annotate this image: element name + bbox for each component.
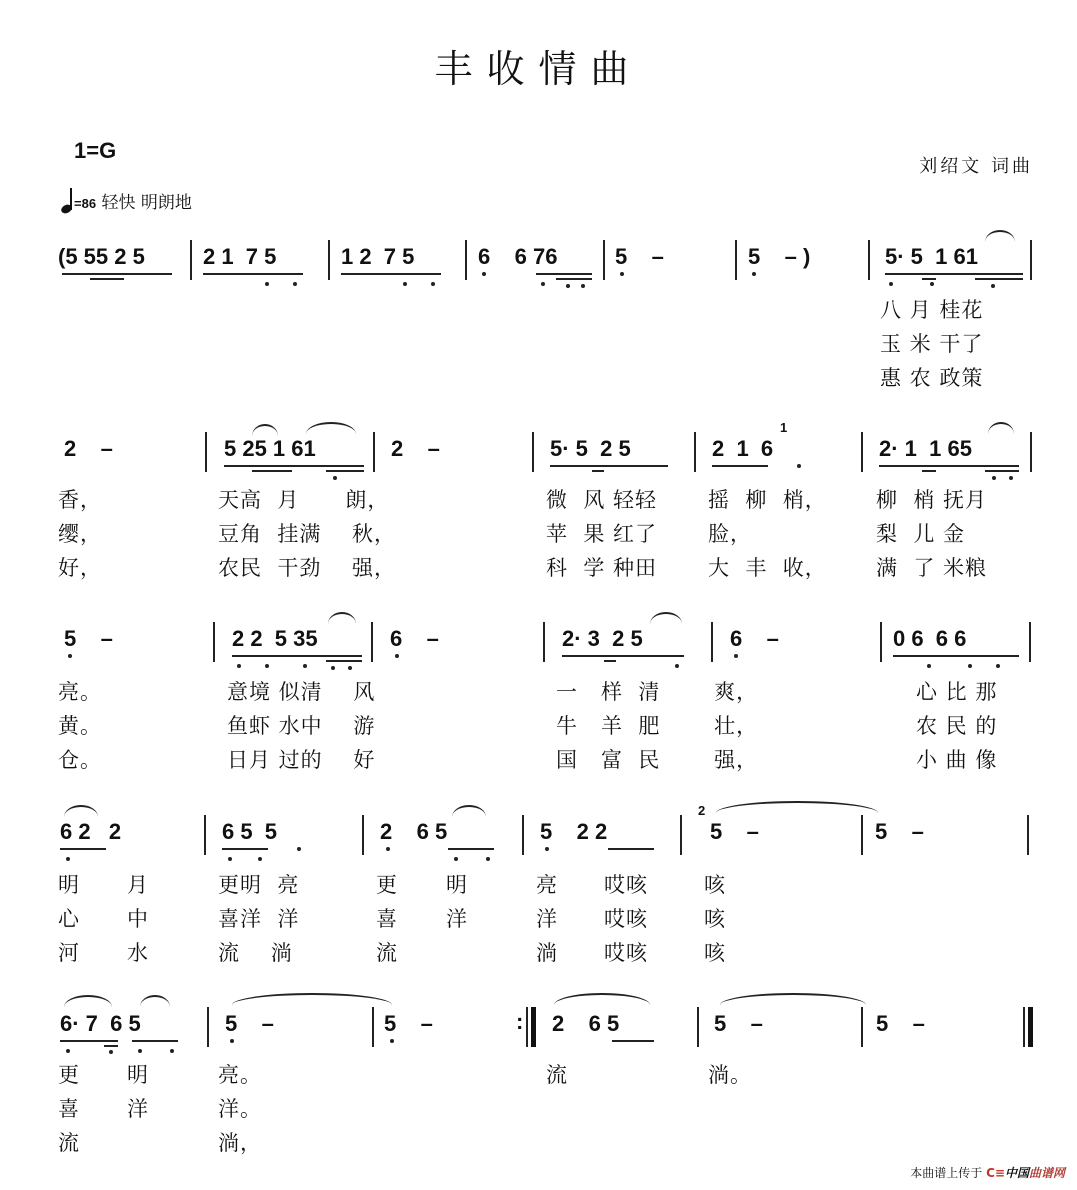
- measure: 0 6 6 6: [893, 626, 967, 651]
- lyric: 流: [376, 941, 398, 965]
- lyric: 大 丰 收，: [708, 556, 827, 580]
- composer-credit: 刘绍文 词曲: [919, 156, 1033, 177]
- lyric: 亮。: [218, 1063, 262, 1087]
- lyric: 淌。: [708, 1063, 752, 1087]
- lyric: 亮。: [58, 680, 102, 704]
- barline: [532, 432, 534, 472]
- measure: 2 6 5: [552, 1011, 620, 1036]
- barline: [328, 240, 330, 280]
- measure: (5 55 2 5: [58, 244, 145, 269]
- measure: 2 1 6: [712, 436, 774, 461]
- barline: [526, 1007, 528, 1047]
- lyric: 喜: [376, 907, 398, 931]
- barline: [680, 815, 682, 855]
- site-logo-icon: C≡: [986, 1166, 1005, 1180]
- lyric: 黄。: [58, 714, 102, 738]
- lyric: 小 曲 像: [916, 748, 998, 772]
- lyric: 哎咳: [604, 907, 648, 931]
- quarter-note-icon: [60, 188, 74, 214]
- measure: 6 5 5: [222, 819, 278, 844]
- page-title: 丰收情曲: [434, 47, 643, 91]
- measure: 2 –: [391, 436, 440, 461]
- barline: [213, 622, 215, 662]
- measure: 5 –: [875, 819, 924, 844]
- barline: [372, 1007, 374, 1047]
- barline: [861, 432, 863, 472]
- measure: 6· 7 6 5: [60, 1011, 141, 1036]
- barline: [522, 815, 524, 855]
- measure: 5 25 1 61: [224, 436, 316, 461]
- lyric: 缨，: [58, 522, 102, 546]
- lyric: 月: [127, 873, 149, 897]
- lyric: 满 了 米粮: [876, 556, 988, 580]
- measure: 2· 3 2 5: [562, 626, 643, 651]
- lyric: 仓。: [58, 748, 102, 772]
- measure: 6 –: [730, 626, 779, 651]
- barline: [371, 622, 373, 662]
- lyric: 科 学 种田: [546, 556, 658, 580]
- barline: [697, 1007, 699, 1047]
- measure: 5 –: [225, 1011, 274, 1036]
- grace-note: 1: [780, 420, 788, 435]
- barline: [190, 240, 192, 280]
- lyric: 日月 过的 好: [227, 748, 376, 772]
- lyric-line-1: 八 月 桂花: [880, 298, 984, 322]
- measure: 2· 1 1 65: [879, 436, 972, 461]
- measure: 2 2 5 35: [232, 626, 318, 651]
- lyric: 意境 似清 风: [227, 680, 376, 704]
- lyric: 喜: [58, 1097, 80, 1121]
- barline: [543, 622, 545, 662]
- barline: [735, 240, 737, 280]
- lyric: 明: [58, 873, 80, 897]
- measure: 5 –: [64, 626, 113, 651]
- barline: [694, 432, 696, 472]
- barline: [207, 1007, 209, 1047]
- lyric: 流: [546, 1063, 568, 1087]
- measure: 2 –: [64, 436, 113, 461]
- measure: 5 –: [710, 819, 759, 844]
- lyric: 水: [127, 941, 149, 965]
- repeat-end-dots: :: [516, 1009, 524, 1034]
- measure: 1 2 7 5: [341, 244, 415, 269]
- key-signature: 1=G: [74, 138, 117, 163]
- lyric: 国 富 民 强，: [556, 748, 759, 772]
- lyric: 亮: [536, 873, 558, 897]
- lyric-line-3: 惠 农 政策: [880, 366, 984, 390]
- barline: [861, 815, 863, 855]
- measure: 5 –: [876, 1011, 925, 1036]
- barline: [1030, 432, 1032, 472]
- barline: [880, 622, 882, 662]
- lyric: 咳: [704, 907, 726, 931]
- barline: [1029, 622, 1031, 662]
- lyric: 农民 干劲 强，: [218, 556, 397, 580]
- lyric: 流: [58, 1131, 80, 1155]
- lyric: 香，: [58, 488, 102, 512]
- lyric: 心 比 那: [916, 680, 998, 704]
- lyric: 更: [58, 1063, 80, 1087]
- lyric: 更: [376, 873, 398, 897]
- lyric: 洋。: [218, 1097, 262, 1121]
- lyric: 哎咳: [604, 941, 648, 965]
- measure: 5 –: [714, 1011, 763, 1036]
- measure: 5 2 2: [540, 819, 608, 844]
- lyric: 流 淌: [218, 941, 293, 965]
- lyric: 淌，: [218, 1131, 262, 1155]
- barline: [362, 815, 364, 855]
- lyric: 豆角 挂满 秋，: [218, 522, 397, 546]
- lyric: 脸，: [708, 522, 752, 546]
- final-barline: [1028, 1007, 1033, 1047]
- measure: 2 6 5: [380, 819, 448, 844]
- barline: [205, 432, 207, 472]
- measure: 6 6 76: [478, 244, 558, 269]
- measure: 6 –: [390, 626, 439, 651]
- lyric: 微 风 轻轻: [546, 488, 658, 512]
- barline: [1030, 240, 1032, 280]
- lyric: 哎咳: [604, 873, 648, 897]
- lyric: 农 民 的: [916, 714, 998, 738]
- lyric: 中: [127, 907, 149, 931]
- lyric: 洋: [446, 907, 468, 931]
- lyric: 好，: [58, 556, 102, 580]
- lyric: 明: [127, 1063, 149, 1087]
- measure: 5 – ): [748, 244, 811, 269]
- barline: [204, 815, 206, 855]
- barline: [861, 1007, 863, 1047]
- barline: [1027, 815, 1029, 855]
- barline: [373, 432, 375, 472]
- upload-watermark: 本曲谱上传于 C≡中国曲谱网: [910, 1166, 1065, 1180]
- lyric: 柳 梢 抚月: [876, 488, 988, 512]
- measure: 2 1 7 5: [203, 244, 277, 269]
- lyric: 牛 羊 肥 壮，: [556, 714, 759, 738]
- barline: [868, 240, 870, 280]
- repeat-barline: [531, 1007, 536, 1047]
- measure: 5 –: [384, 1011, 433, 1036]
- barline: [711, 622, 713, 662]
- lyric: 苹 果 红了: [546, 522, 658, 546]
- lyric: 更明 亮: [218, 873, 300, 897]
- lyric: 河: [58, 941, 80, 965]
- lyric: 喜洋 洋: [218, 907, 300, 931]
- measure: 5 –: [615, 244, 664, 269]
- lyric: 明: [446, 873, 468, 897]
- measure: 5· 5 1 61: [885, 244, 978, 269]
- lyric: 天高 月 朗，: [218, 488, 390, 512]
- measure: 5· 5 2 5: [550, 436, 631, 461]
- lyric-line-2: 玉 米 干了: [880, 332, 984, 356]
- lyric: 一 样 清 爽，: [556, 680, 759, 704]
- lyric: 梨 儿 金: [876, 522, 966, 546]
- tempo-marking: =86 轻快 明朗地: [60, 188, 192, 214]
- lyric: 摇 柳 梢，: [708, 488, 827, 512]
- barline: [603, 240, 605, 280]
- lyric: 心: [58, 907, 80, 931]
- lyric: 淌: [536, 941, 558, 965]
- grace-note: 2: [698, 803, 706, 818]
- lyric: 咳: [704, 941, 726, 965]
- tempo-text: 轻快 明朗地: [101, 193, 192, 213]
- lyric: 咳: [704, 873, 726, 897]
- lyric: 鱼虾 水中 游: [227, 714, 376, 738]
- barline: [465, 240, 467, 280]
- lyric: 洋: [536, 907, 558, 931]
- barline: [1023, 1007, 1025, 1047]
- lyric: 洋: [127, 1097, 149, 1121]
- measure: 6 2 2: [60, 819, 122, 844]
